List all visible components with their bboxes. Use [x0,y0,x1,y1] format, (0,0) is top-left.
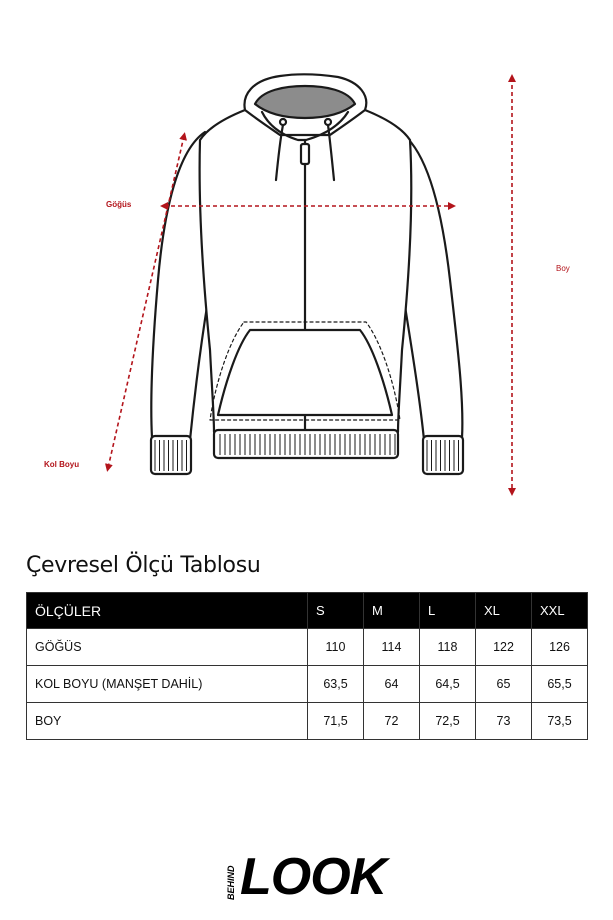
hood-lining [255,86,355,118]
hoodie-drawing [151,74,463,474]
cell-value: 65 [476,666,532,703]
row-label: BOY [27,703,308,740]
cell-value: 122 [476,629,532,666]
cell-value: 114 [364,629,420,666]
cell-value: 71,5 [308,703,364,740]
cell-value: 64,5 [420,666,476,703]
brand-logo [0,838,613,908]
size-chart-title: Çevresel Ölçü Tablosu [26,553,261,578]
zipper-pull [301,144,309,164]
cell-value: 72,5 [420,703,476,740]
header-size-xxl: XXL [532,593,588,629]
table-header-row [27,593,588,629]
cell-value: 73 [476,703,532,740]
cell-value: 65,5 [532,666,588,703]
brand-logo-main-text: LOOK [240,848,387,906]
cell-value: 118 [420,629,476,666]
table-row [27,703,588,740]
brand-logo-small-text: BEHIND [226,865,236,900]
row-label: GÖĞÜS [27,629,308,666]
cell-value: 73,5 [532,703,588,740]
header-size-s: S [308,593,364,629]
cell-value: 63,5 [308,666,364,703]
table-row [27,629,588,666]
cell-value: 72 [364,703,420,740]
cell-value: 110 [308,629,364,666]
size-chart-table [26,592,588,740]
body-length-label: Boy [556,264,570,273]
header-measurements: ÖLÇÜLER [27,593,308,629]
header-size-m: M [364,593,420,629]
right-cuff [423,436,463,474]
chest-label: Göğüs [106,200,132,209]
left-cuff [151,436,191,474]
cell-value: 126 [532,629,588,666]
kangaroo-pocket [218,330,392,415]
header-size-xl: XL [476,593,532,629]
row-label: KOL BOYU (MANŞET DAHİL) [27,666,308,703]
cell-value: 64 [364,666,420,703]
table-row [27,666,588,703]
sleeve-length-label: Kol Boyu [44,460,80,469]
header-size-l: L [420,593,476,629]
